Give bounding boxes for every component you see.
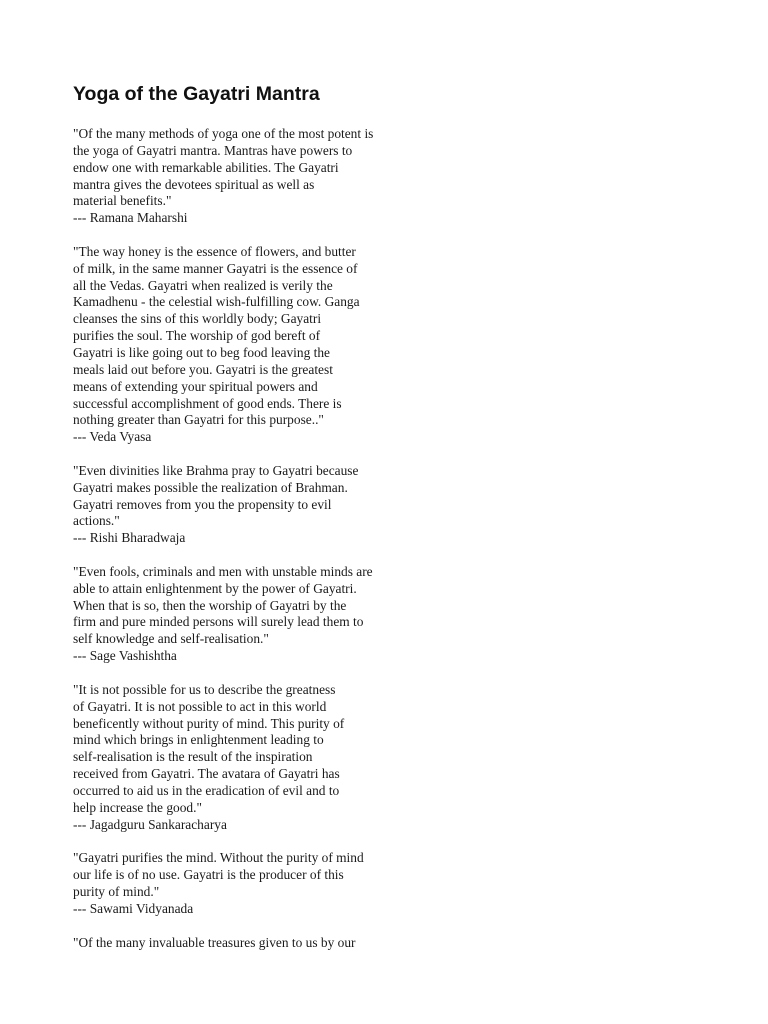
quote-line: occurred to aid us in the eradication of evil and to — [73, 782, 340, 798]
quote-line: "The way honey is the essence of flowers, and butter — [73, 243, 356, 259]
quote-line: Kamadhenu - the celestial wish-fulfilling cow. Ganga — [73, 294, 360, 310]
quote-line: mantra gives the devotees spiritual as well as — [73, 176, 315, 192]
quote-line: "Gayatri purifies the mind. Without the purity of mind — [73, 850, 364, 866]
quote-line: actions." — [73, 513, 120, 529]
quote-line: "Of the many invaluable treasures given to us by our — [73, 934, 356, 950]
quote-line: able to attain enlightenment by the power of Gayatri. — [73, 580, 357, 596]
quote-line: endow one with remarkable abilities. The Gayatri — [73, 159, 339, 175]
quotes-container — [73, 126, 453, 968]
quote-line: received from Gayatri. The avatara of Gayatri has — [73, 766, 340, 782]
quote-line: cleanses the sins of this worldly body; Gayatri — [73, 311, 322, 327]
quote-line: firm and pure minded persons will surely lead them to — [73, 614, 364, 630]
quote-line: Gayatri removes from you the propensity to evil — [73, 496, 332, 512]
quote-line: purifies the soul. The worship of god bereft of — [73, 328, 321, 344]
quote-block — [73, 564, 453, 665]
quote-line: "It is not possible for us to describe the greatness — [73, 681, 336, 697]
quote-line: meals laid out before you. Gayatri is the greatest — [73, 361, 333, 377]
quote-line: mind which brings in enlightenment leading to — [73, 732, 324, 748]
quote-line: successful accomplishment of good ends. There is — [73, 395, 342, 411]
quote-line: help increase the good." — [73, 799, 202, 815]
quote-block — [73, 682, 453, 834]
quote-line: Gayatri is like going out to beg food leaving the — [73, 344, 330, 360]
quote-attribution: --- Rishi Bharadwaja — [73, 530, 186, 546]
quote-line: beneficently without purity of mind. This purity of — [73, 715, 345, 731]
quote-line: purity of mind." — [73, 883, 160, 899]
quote-line: of Gayatri. It is not possible to act in this world — [73, 698, 327, 714]
page-title: Yoga of the Gayatri Mantra — [73, 83, 320, 105]
quote-line: "Of the many methods of yoga one of the most potent is — [73, 126, 374, 141]
quote-block — [73, 463, 453, 547]
quote-block — [73, 850, 453, 917]
quote-line: our life is of no use. Gayatri is the producer of this — [73, 867, 344, 883]
quote-line: all the Vedas. Gayatri when realized is verily the — [73, 277, 333, 293]
quote-line: Gayatri makes possible the realization of Brahman. — [73, 479, 348, 495]
quote-line: nothing greater than Gayatri for this purpose.." — [73, 412, 324, 428]
quote-line: the yoga of Gayatri mantra. Mantras have powers to — [73, 142, 353, 158]
quote-attribution: --- Jagadguru Sankaracharya — [73, 816, 227, 832]
quote-attribution: --- Ramana Maharshi — [73, 210, 188, 226]
quote-line: When that is so, then the worship of Gayatri by the — [73, 597, 347, 613]
quote-block — [73, 244, 453, 446]
quote-block — [73, 935, 453, 952]
quote-line: of milk, in the same manner Gayatri is the essence of — [73, 260, 358, 276]
quote-line: "Even divinities like Brahma pray to Gayatri because — [73, 462, 359, 478]
quote-line: self knowledge and self-realisation." — [73, 631, 269, 647]
quote-line: "Even fools, criminals and men with unstable minds are — [73, 563, 373, 579]
quote-line: means of extending your spiritual powers and — [73, 378, 318, 394]
quote-line: self-realisation is the result of the inspiration — [73, 749, 313, 765]
quote-line: material benefits." — [73, 193, 172, 209]
quote-attribution: --- Sawami Vidyanada — [73, 900, 194, 916]
quote-attribution: --- Sage Vashishtha — [73, 648, 177, 664]
quote-block — [73, 126, 453, 227]
quote-attribution: --- Veda Vyasa — [73, 429, 152, 445]
